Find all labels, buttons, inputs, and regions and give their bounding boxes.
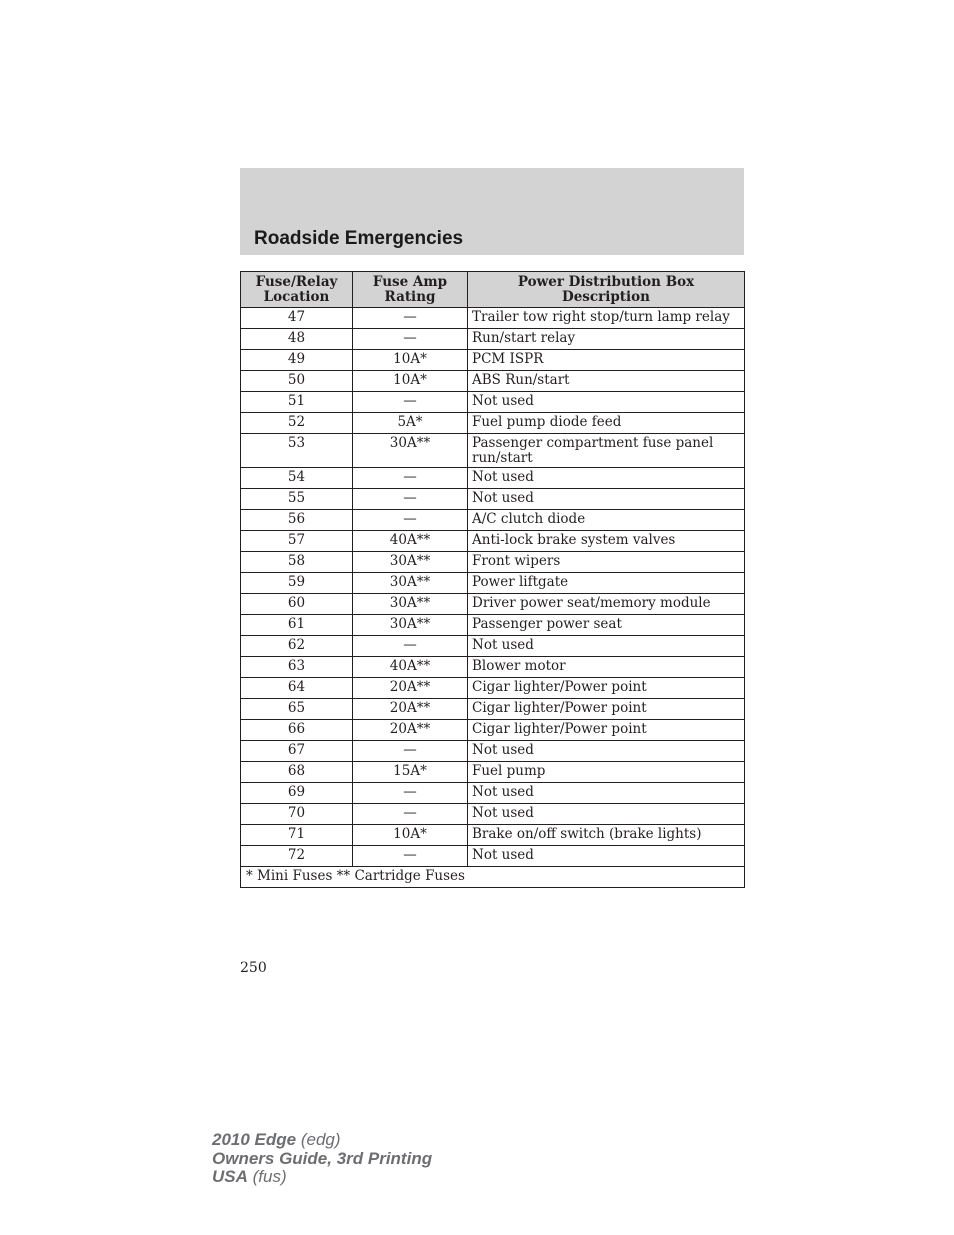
cell-description: Not used xyxy=(468,741,745,762)
footnote-row xyxy=(241,867,745,888)
table-row xyxy=(241,329,745,350)
footer-line-1 xyxy=(212,1131,432,1150)
footer-market-code: (fus) xyxy=(247,1167,287,1186)
cell-rating: 20A** xyxy=(353,720,468,741)
header-rating-line1: Fuse Amp xyxy=(372,274,448,290)
table-row xyxy=(241,804,745,825)
cell-rating: 30A** xyxy=(353,615,468,636)
cell-rating: — xyxy=(353,741,468,762)
table-row xyxy=(241,678,745,699)
section-header xyxy=(240,168,744,255)
cell-description: Cigar lighter/Power point xyxy=(468,720,745,741)
table-row xyxy=(241,308,745,329)
cell-description: Front wipers xyxy=(468,552,745,573)
cell-description: Brake on/off switch (brake lights) xyxy=(468,825,745,846)
table-row xyxy=(241,531,745,552)
cell-rating: 30A** xyxy=(353,434,468,468)
cell-description: Anti-lock brake system valves xyxy=(468,531,745,552)
table-row xyxy=(241,636,745,657)
cell-location: 47 xyxy=(241,308,353,329)
fuse-table xyxy=(240,271,745,888)
cell-rating: — xyxy=(353,636,468,657)
cell-rating: — xyxy=(353,308,468,329)
cell-rating: 10A* xyxy=(353,350,468,371)
cell-description: Cigar lighter/Power point xyxy=(468,699,745,720)
cell-description: ABS Run/start xyxy=(468,371,745,392)
cell-description: PCM ISPR xyxy=(468,350,745,371)
cell-description: Blower motor xyxy=(468,657,745,678)
header-location-line2: Location xyxy=(263,289,330,305)
table-row xyxy=(241,720,745,741)
header-rating-line2: Rating xyxy=(384,289,436,305)
cell-rating: 20A** xyxy=(353,678,468,699)
cell-rating: — xyxy=(353,489,468,510)
cell-location: 52 xyxy=(241,413,353,434)
footer xyxy=(212,1131,432,1187)
cell-location: 67 xyxy=(241,741,353,762)
table-footnote: * Mini Fuses ** Cartridge Fuses xyxy=(241,867,745,888)
header-location xyxy=(241,272,353,308)
table-row xyxy=(241,468,745,489)
section-title: Roadside Emergencies xyxy=(254,228,464,249)
cell-rating: — xyxy=(353,804,468,825)
header-description-line1: Power Distribution Box xyxy=(517,274,695,290)
cell-location: 63 xyxy=(241,657,353,678)
footer-model-code: (edg) xyxy=(296,1130,341,1149)
table-row xyxy=(241,825,745,846)
cell-rating: 30A** xyxy=(353,573,468,594)
header-row xyxy=(241,272,745,308)
cell-rating: — xyxy=(353,329,468,350)
cell-location: 59 xyxy=(241,573,353,594)
table-row xyxy=(241,552,745,573)
table-row xyxy=(241,489,745,510)
header-description xyxy=(468,272,745,308)
cell-location: 65 xyxy=(241,699,353,720)
cell-description: Power liftgate xyxy=(468,573,745,594)
cell-location: 60 xyxy=(241,594,353,615)
table-body xyxy=(241,308,745,888)
table-row xyxy=(241,783,745,804)
cell-description: Fuel pump xyxy=(468,762,745,783)
cell-description: Trailer tow right stop/turn lamp relay xyxy=(468,308,745,329)
cell-rating: — xyxy=(353,468,468,489)
cell-description: Not used xyxy=(468,804,745,825)
footer-line-2 xyxy=(212,1150,432,1169)
cell-location: 61 xyxy=(241,615,353,636)
table-row xyxy=(241,699,745,720)
footer-model: 2010 Edge xyxy=(212,1130,297,1149)
cell-location: 70 xyxy=(241,804,353,825)
cell-rating: — xyxy=(353,392,468,413)
cell-location: 69 xyxy=(241,783,353,804)
table-row xyxy=(241,413,745,434)
cell-location: 58 xyxy=(241,552,353,573)
cell-rating: 30A** xyxy=(353,594,468,615)
table-row xyxy=(241,350,745,371)
cell-description: Passenger power seat xyxy=(468,615,745,636)
cell-rating: 5A* xyxy=(353,413,468,434)
cell-description: Not used xyxy=(468,489,745,510)
table-row xyxy=(241,657,745,678)
cell-location: 71 xyxy=(241,825,353,846)
cell-location: 57 xyxy=(241,531,353,552)
footer-line-3 xyxy=(212,1168,432,1187)
cell-rating: 40A** xyxy=(353,531,468,552)
table-row xyxy=(241,594,745,615)
footer-printing: Owners Guide, 3rd Printing xyxy=(212,1148,433,1168)
cell-description: Not used xyxy=(468,846,745,867)
cell-location: 48 xyxy=(241,329,353,350)
cell-location: 66 xyxy=(241,720,353,741)
table-row xyxy=(241,392,745,413)
page-number: 250 xyxy=(240,960,267,976)
cell-location: 64 xyxy=(241,678,353,699)
cell-location: 62 xyxy=(241,636,353,657)
cell-location: 53 xyxy=(241,434,353,468)
cell-location: 54 xyxy=(241,468,353,489)
cell-rating: 15A* xyxy=(353,762,468,783)
cell-description: Not used xyxy=(468,636,745,657)
cell-location: 50 xyxy=(241,371,353,392)
cell-description: Passenger compartment fuse panel run/start xyxy=(468,434,745,468)
table-row xyxy=(241,615,745,636)
cell-description: Cigar lighter/Power point xyxy=(468,678,745,699)
table-header xyxy=(241,272,745,308)
cell-location: 68 xyxy=(241,762,353,783)
cell-rating: — xyxy=(353,846,468,867)
cell-rating: 30A** xyxy=(353,552,468,573)
table-row xyxy=(241,510,745,531)
table-row xyxy=(241,846,745,867)
table-row xyxy=(241,573,745,594)
cell-description: A/C clutch diode xyxy=(468,510,745,531)
cell-rating: 20A** xyxy=(353,699,468,720)
cell-rating: — xyxy=(353,510,468,531)
cell-location: 55 xyxy=(241,489,353,510)
cell-description: Run/start relay xyxy=(468,329,745,350)
cell-description: Not used xyxy=(468,468,745,489)
cell-rating: 40A** xyxy=(353,657,468,678)
cell-rating: — xyxy=(353,783,468,804)
header-description-line2: Description xyxy=(562,289,650,305)
cell-description: Not used xyxy=(468,392,745,413)
cell-description: Driver power seat/memory module xyxy=(468,594,745,615)
header-rating xyxy=(353,272,468,308)
table-row xyxy=(241,741,745,762)
cell-description: Not used xyxy=(468,783,745,804)
cell-location: 72 xyxy=(241,846,353,867)
cell-rating: 10A* xyxy=(353,371,468,392)
footer-market: USA xyxy=(212,1167,248,1186)
cell-location: 56 xyxy=(241,510,353,531)
header-location-line1: Fuse/Relay xyxy=(255,274,338,290)
cell-description: Fuel pump diode feed xyxy=(468,413,745,434)
table-row xyxy=(241,762,745,783)
cell-location: 51 xyxy=(241,392,353,413)
table-row xyxy=(241,434,745,468)
cell-location: 49 xyxy=(241,350,353,371)
table-row xyxy=(241,371,745,392)
cell-rating: 10A* xyxy=(353,825,468,846)
